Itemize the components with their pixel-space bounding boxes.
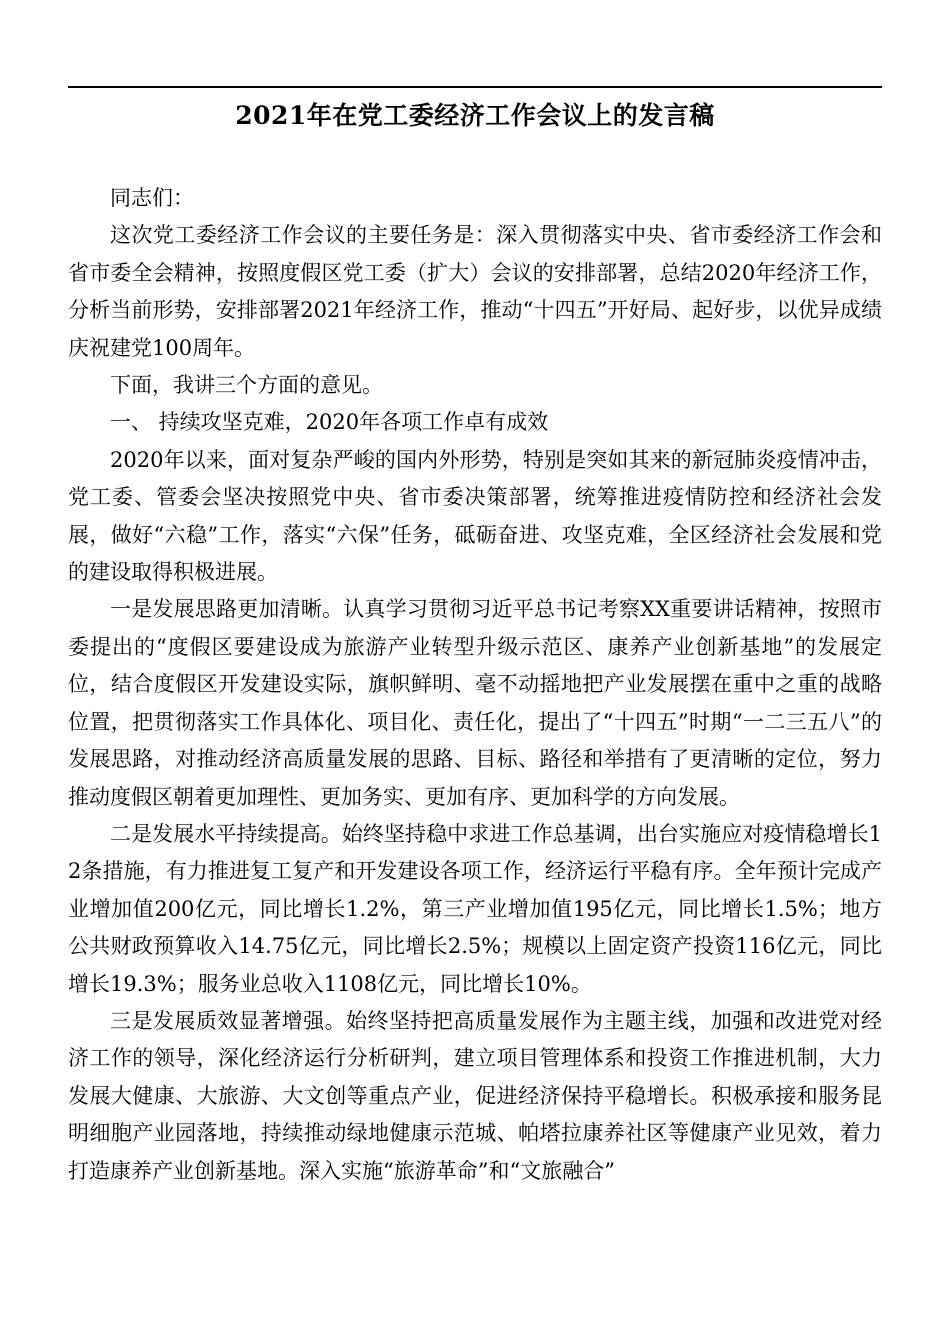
point-1-paragraph: 一是发展思路更加清晰。认真学习贯彻习近平总书记考察XX重要讲话精神，按照市委提出的“度假区要建设成为旅游产业转型升级示范区、康养产业创新基地”的发展定位，结合度假区开发建设实际，旗帜鲜明、毫不动摇地把产业发展摆在重中之重的战略位置，把贯彻落实工作具体化、项目化、责任化，提出了“十四五”时期“一二三五八”的发展思路，对推动经济高质量发展的思路、目标、路径和举措有了更清晰的定位，努力推动度假区朝着更加理性、更加务实、更加有序、更加科学的方向发展。 <box>68 597 882 809</box>
document-title: 2021年在党工委经济工作会议上的发言稿 <box>235 101 715 130</box>
document-body <box>68 180 882 1190</box>
point-3-paragraph: 三是发展质效显著增强。始终坚持把高质量发展作为主题主线，加强和改进党对经济工作的领导，深化经济运行分析研判，建立项目管理体系和投资工作推进机制，大力发展大健康、大旅游、大文创等重点产业，促进经济保持平稳增长。积极承接和服务昆明细胞产业园落地，持续推动绿地健康示范城、帕塔拉康养社区等健康产业见效，着力打造康养产业创新基地。深入实施“旅游革命”和“文旅融合” <box>68 1008 882 1183</box>
section-heading-1: 一、 持续攻坚克难，2020年各项工作卓有成效 <box>110 410 549 435</box>
point-2-paragraph: 二是发展水平持续提高。始终坚持稳中求进工作总基调，出台实施应对疫情稳增长12条措施，有力推进复工复产和开发建设各项工作，经济运行平稳有序。全年预计完成产业增加值200亿元，同比增长1.2%，第三产业增加值195亿元，同比增长1.5%；地方公共财政预算收入14.75亿元，同比增长2.5%；规模以上固定资产投资116亿元，同比增长19.3%；服务业总收入1108亿元，同比增长10%。 <box>68 821 882 996</box>
salutation-paragraph: 同志们： <box>110 186 194 210</box>
section-1-overview-paragraph: 2020年以来，面对复杂严峻的国内外形势，特别是突如其来的新冠肺炎疫情冲击，党工委、管委会坚决按照党中央、省市委决策部署，统筹推进疫情防控和经济社会发展，做好“六稳”工作，落实“六保”任务，砥砺奋进、攻坚克难，全区经济社会发展和党的建设取得积极进展。 <box>68 447 882 585</box>
header-rule <box>68 86 882 88</box>
intro-paragraph: 这次党工委经济工作会议的主要任务是：深入贯彻落实中央、省市委经济工作会和省市委全会精神，按照度假区党工委（扩大）会议的安排部署，总结2020年经济工作，分析当前形势，安排部署2021年经济工作，推动“十四五”开好局、起好步，以优异成绩庆祝建党100周年。 <box>68 223 882 360</box>
outline-paragraph: 下面，我讲三个方面的意见。 <box>110 373 383 398</box>
